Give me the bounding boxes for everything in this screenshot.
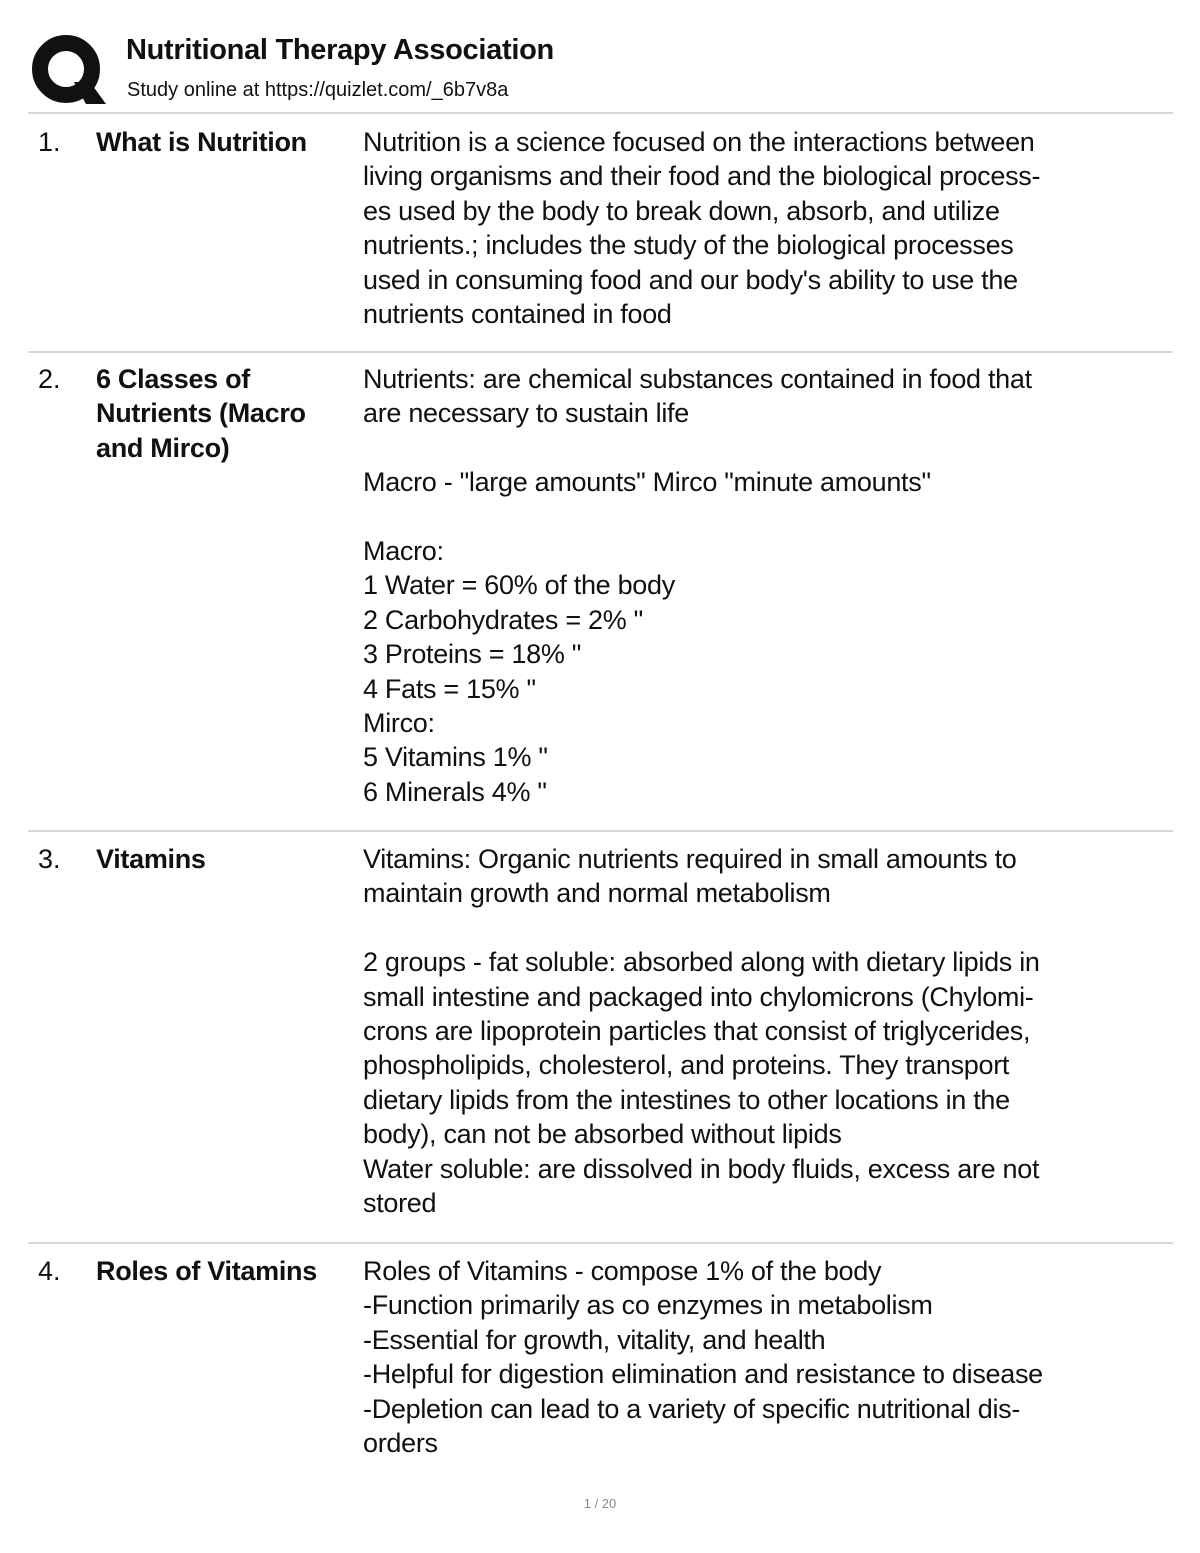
card-definition: Nutrition is a science focused on the interactions between living organisms and their food and the biological process- es used by the body to break down, absorb, and utilize nutrients.; includes the study of the biological processes used in consuming food and our body's ability to use the nutrients contained in food [363,127,1041,330]
card-number: 2. [38,364,61,394]
divider [28,112,1173,114]
card-term: Vitamins [96,844,206,874]
study-online-link[interactable]: Study online at https://quizlet.com/_6b7v8a [127,79,509,101]
document-header [28,28,1178,112]
divider [28,830,1173,832]
divider [28,351,1173,353]
card-number: 3. [38,844,61,874]
page-title: Nutritional Therapy Association [126,34,554,66]
card-definition: Nutrients: are chemical substances contained in food that are necessary to sustain life Macro - "large amounts" Mirco "minute amounts" Macro: 1 Water = 60% of the body 2 Carbohydrates = 2% " 3 Proteins = 18% " 4 Fats = 15% " Mirco: 5 Vitamins 1% " 6 Minerals 4% " [363,364,1032,807]
card-definition: Roles of Vitamins - compose 1% of the body -Function primarily as co enzymes in metabolism -Essential for growth, vitality, and health -Helpful for digestion elimination and resistance to disease -Depletion can lead to a variety of specific nutritional dis- orders [363,1256,1043,1459]
divider [28,1242,1173,1244]
page-number: 1 / 20 [583,1496,617,1511]
card-term: What is Nutrition [96,127,307,157]
quizlet-q-logo [30,32,106,108]
card-definition: Vitamins: Organic nutrients required in small amounts to maintain growth and normal metabolism 2 groups - fat soluble: absorbed along with dietary lipids in small intestine and packaged into chylomicrons (Chylomi- crons are lipoprotein particles that consist of triglycerides, phospholipids, cholesterol, and proteins. They transport dietary lipids from the intestines to other locations in the body), can not be absorbed without lipids Water soluble: are dissolved in body fluids, excess are not stored [363,844,1040,1219]
card-number: 4. [38,1256,61,1286]
card-number: 1. [38,127,61,157]
card-term: 6 Classes of Nutrients (Macro and Mirco) [96,364,306,463]
card-term: Roles of Vitamins [96,1256,317,1286]
